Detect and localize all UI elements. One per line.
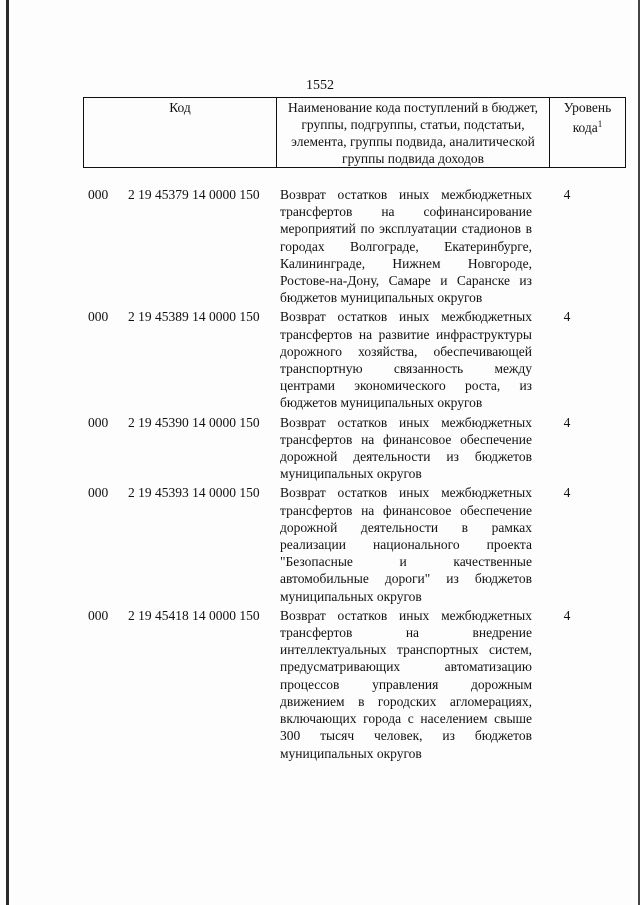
row-code: 2 19 45389 14 0000 150 — [128, 309, 260, 325]
row-name: Возврат остатков иных межбюджетных трансфертов на внедрение интеллектуальных транспортных систем, предусматривающих автоматизацию процессов управления дорожным движением в городских агломерациях, включающих города с населением свыше 300 тысяч человек, из бюджетов муниципальных округов — [280, 607, 532, 761]
table-row — [88, 414, 598, 483]
header-row — [84, 98, 626, 168]
row-prefix: 000 — [88, 607, 109, 623]
header-table — [83, 97, 626, 168]
row-level: 4 — [563, 309, 571, 325]
row-prefix: 000 — [88, 187, 109, 202]
row-level: 4 — [563, 485, 571, 501]
row-code: 2 19 45390 14 0000 150 — [128, 414, 260, 430]
table-row — [88, 308, 598, 411]
row-code: 2 19 45379 14 0000 150 — [128, 187, 260, 202]
table-row — [88, 186, 598, 306]
header-level-footnote: 1 — [597, 119, 603, 129]
row-level: 4 — [563, 187, 571, 202]
row-level: 4 — [563, 414, 571, 430]
row-name: Возврат остатков иных межбюджетных трансфертов на развитие инфраструктуры дорожного хозяйства, обеспечивающей транспортную связанность между центрами экономического роста, из бюджетов муниципальных округов — [280, 309, 532, 411]
row-name: Возврат остатков иных межбюджетных трансфертов на финансовое обеспечение дорожной деятельности из бюджетов муниципальных округов — [280, 414, 532, 482]
row-level: 4 — [563, 607, 571, 623]
header-code: Код — [84, 98, 277, 168]
header-level-label: Уровень кода — [563, 100, 612, 135]
row-prefix: 000 — [88, 414, 109, 430]
page-number: 1552 — [306, 78, 334, 93]
row-code: 2 19 45393 14 0000 150 — [128, 485, 260, 501]
table-row — [88, 484, 598, 604]
scan-edge-left — [6, 0, 9, 905]
row-code: 2 19 45418 14 0000 150 — [128, 607, 260, 623]
row-name: Возврат остатков иных межбюджетных трансфертов на финансовое обеспечение дорожной деятельности в рамках реализации национального проекта "Безопасные и качественные автомобильные дороги" из бюджетов муниципальных округов — [280, 485, 532, 604]
row-prefix: 000 — [88, 485, 109, 501]
header-name: Наименование кода поступлений в бюджет, группы, подгруппы, статьи, подстатьи, элемента, группы подвида, аналитической группы подвида доходов — [277, 98, 550, 168]
row-name: Возврат остатков иных межбюджетных трансфертов на софинансирование мероприятий по эксплуатации стадионов в городах Волгограде, Екатеринбурге, Калининграде, Нижнем Новгороде, Ростове-на-Дону, Самаре и Саранске из бюджетов муниципальных округов — [280, 187, 532, 306]
income-code-list — [88, 186, 598, 764]
header-level — [550, 98, 626, 168]
row-prefix: 000 — [88, 309, 109, 325]
table-row — [88, 607, 598, 762]
